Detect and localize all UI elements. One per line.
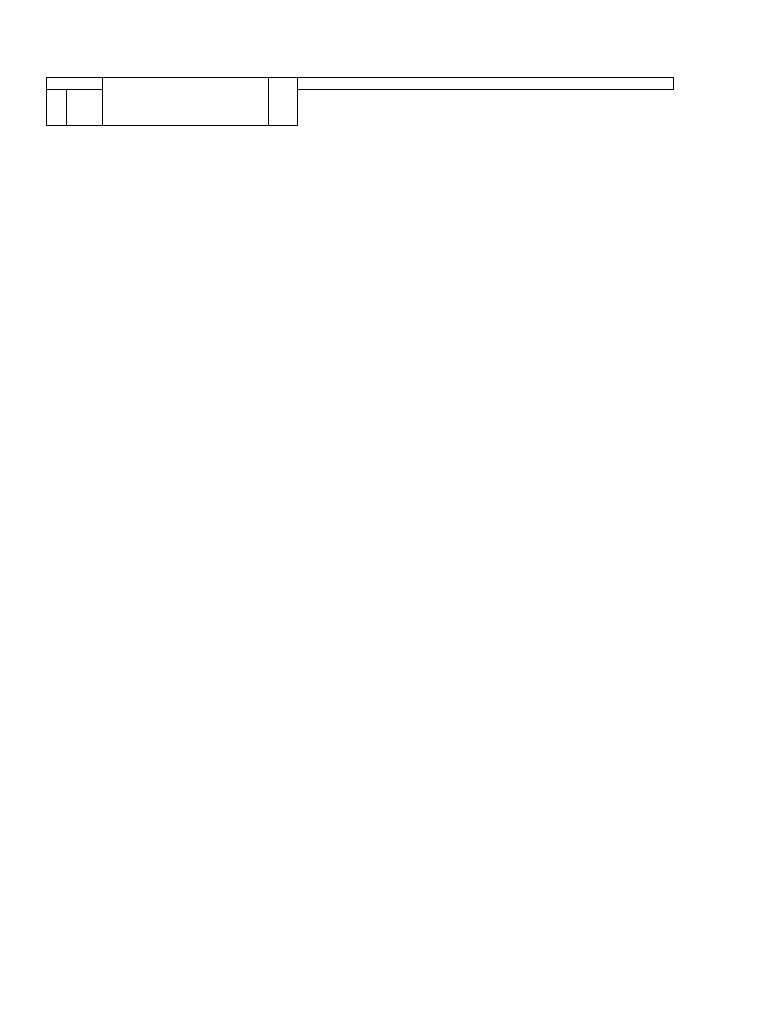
- header-table: [46, 77, 674, 126]
- header-kls: [269, 78, 298, 126]
- header-nama: [103, 78, 269, 126]
- header-no: [47, 78, 103, 90]
- header-nis: [67, 90, 103, 126]
- header-mata-pelajaran: [298, 78, 674, 90]
- header-urut: [47, 90, 67, 126]
